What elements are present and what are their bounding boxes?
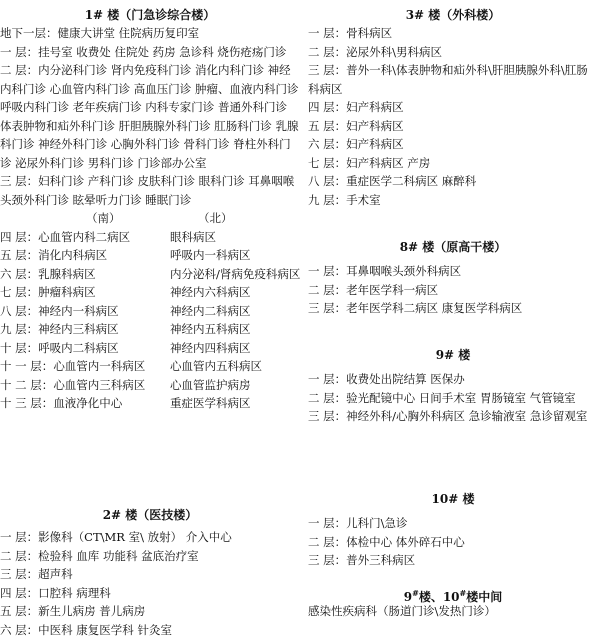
building2-floor2: 二 层：检验科 血库 功能科 盆底治疗室 [0, 547, 300, 566]
ward-north: 重症医学科病区 [170, 394, 251, 413]
ward-row [0, 394, 300, 413]
building10-title: 10# 楼 [308, 490, 598, 508]
building9-floor2: 二 层：验光配镜中心 日间手术室 胃肠镜室 气管镜室 [308, 389, 598, 408]
building9-title: 9# 楼 [308, 346, 598, 364]
ward-south: 心血管内三科病区 [53, 378, 145, 392]
ward-south: 神经内三科病区 [38, 322, 119, 336]
building1-basement: 地下一层：健康大讲堂 住院病历复印室 [0, 24, 300, 43]
between-section [308, 584, 598, 621]
ward-south: 血液净化中心 [53, 396, 122, 410]
between-title-b: 楼、10 [419, 590, 460, 604]
ward-row [0, 320, 300, 339]
building9-section [308, 346, 598, 426]
ward-north: 眼科病区 [170, 228, 216, 247]
building10-floor1: 一 层：儿科门\急诊 [308, 514, 598, 533]
between-title [308, 584, 598, 602]
building3-floor3: 三 层：普外一科\体表肿物和疝外科\肝胆胰腺外科\肛肠科病区 [308, 61, 598, 98]
ward-floor: 五 层： [0, 248, 38, 262]
ward-row [0, 246, 300, 265]
building8-title: 8# 楼（原高干楼） [308, 238, 598, 256]
building2-floor4: 四 层：口腔科 病理科 [0, 584, 300, 603]
building3-floor8: 八 层：重症医学二科病区 麻醉科 [308, 172, 598, 191]
building3-floor7: 七 层：妇产科病区 产房 [308, 154, 598, 173]
building3-floor2: 二 层：泌尿外科\男科病区 [308, 43, 598, 62]
ward-south: 心血管内科二病区 [38, 230, 130, 244]
ward-north: 心血管监护病房 [170, 376, 251, 395]
ward-north: 心血管内五科病区 [170, 357, 262, 376]
ward-floor: 四 层： [0, 230, 38, 244]
building3-floor9: 九 层：手术室 [308, 191, 598, 210]
ward-south: 肿瘤科病区 [38, 285, 96, 299]
ward-row [0, 302, 300, 321]
building1-floor2: 二 层：内分泌科门诊 肾内免疫科门诊 消化内科门诊 神经内科门诊 心血管内科门诊 高血压门诊 肿瘤、血液内科门诊 呼吸内科门诊 老年疾病门诊 内科专家门诊 普通外科门诊 体表肿物和疝外科门诊 肝胆胰腺外科门诊 肛肠科门诊 乳腺科门诊 神经外科门诊 心胸外科门诊 骨科门诊 脊柱外科门诊 泌尿外科门诊 男科门诊 门诊部办公室 [0, 61, 300, 172]
building8-floor2: 二 层：老年医学科一病区 [308, 281, 598, 300]
ward-list [0, 228, 300, 413]
building2-floor6: 六 层：中医科 康复医学科 针灸室 [0, 621, 300, 639]
ward-south: 消化内科病区 [38, 248, 107, 262]
ward-south: 神经内一科病区 [38, 304, 119, 318]
ward-floor: 七 层： [0, 285, 38, 299]
building10-floor3: 三 层：普外三科病区 [308, 551, 598, 570]
south-north-header [0, 209, 300, 228]
ward-floor: 九 层： [0, 322, 38, 336]
building8-section [308, 238, 598, 318]
building3-floor6: 六 层：妇产科病区 [308, 135, 598, 154]
north-label: （北） [198, 209, 233, 228]
between-sup-a: # [412, 588, 419, 598]
ward-south: 乳腺科病区 [38, 267, 96, 281]
ward-row [0, 339, 300, 358]
south-label: （南） [86, 209, 121, 228]
building3-section [308, 6, 598, 209]
ward-floor: 六 层： [0, 267, 38, 281]
ward-north: 呼吸内一科病区 [170, 246, 251, 265]
building2-floor5: 五 层：新生儿病房 普儿病房 [0, 602, 300, 621]
building9-floor3: 三 层：神经外科/心胸外科病区 急诊输液室 急诊留观室 [308, 407, 598, 426]
between-text: 感染性疾病科（肠道门诊\发热门诊） [308, 602, 598, 621]
ward-north: 神经内六科病区 [170, 283, 251, 302]
ward-floor: 十 二 层： [0, 378, 53, 392]
building2-floor3: 三 层：超声科 [0, 565, 300, 584]
ward-row [0, 283, 300, 302]
ward-north: 神经内四科病区 [170, 339, 251, 358]
ward-floor: 十 一 层： [0, 359, 53, 373]
ward-floor: 八 层： [0, 304, 38, 318]
building10-floor2: 二 层：体检中心 体外碎石中心 [308, 533, 598, 552]
ward-north: 神经内二科病区 [170, 302, 251, 321]
building3-floor5: 五 层：妇产科病区 [308, 117, 598, 136]
building2-section [0, 506, 300, 639]
ward-north: 内分泌科/肾病免疫科病区 [170, 265, 300, 284]
ward-floor: 十 三 层： [0, 396, 53, 410]
building10-section [308, 490, 598, 570]
between-title-a: 9 [404, 590, 412, 604]
ward-row [0, 376, 300, 395]
building3-floor1: 一 层：骨科病区 [308, 24, 598, 43]
between-sup-b: # [460, 588, 467, 598]
building2-title: 2# 楼（医技楼） [0, 506, 300, 524]
ward-row [0, 357, 300, 376]
building1-title: 1# 楼（门急诊综合楼） [0, 6, 300, 24]
ward-north: 神经内五科病区 [170, 320, 251, 339]
ward-row [0, 228, 300, 247]
building1-floor1: 一 层：挂号室 收费处 住院处 药房 急诊科 烧伤疮疡门诊 [0, 43, 300, 62]
building3-title: 3# 楼（外科楼） [308, 6, 598, 24]
building9-floor1: 一 层：收费处出院结算 医保办 [308, 370, 598, 389]
building8-floor1: 一 层：耳鼻咽喉头颈外科病区 [308, 262, 598, 281]
building8-floor3: 三 层：老年医学科二病区 康复医学科病区 [308, 299, 598, 318]
ward-row [0, 265, 300, 284]
ward-floor: 十 层： [0, 341, 38, 355]
between-title-c: 楼中间 [466, 590, 502, 604]
building1-section [0, 6, 300, 413]
building2-floor1: 一 层：影像科（CT\MR 室\ 放射） 介入中心 [0, 528, 300, 547]
building1-floor3: 三 层：妇科门诊 产科门诊 皮肤科门诊 眼科门诊 耳鼻咽喉头颈外科门诊 眩晕听力门诊 睡眠门诊 [0, 172, 300, 209]
building3-floor4: 四 层：妇产科病区 [308, 98, 598, 117]
ward-south: 呼吸内二科病区 [38, 341, 119, 355]
ward-south: 心血管内一科病区 [53, 359, 145, 373]
